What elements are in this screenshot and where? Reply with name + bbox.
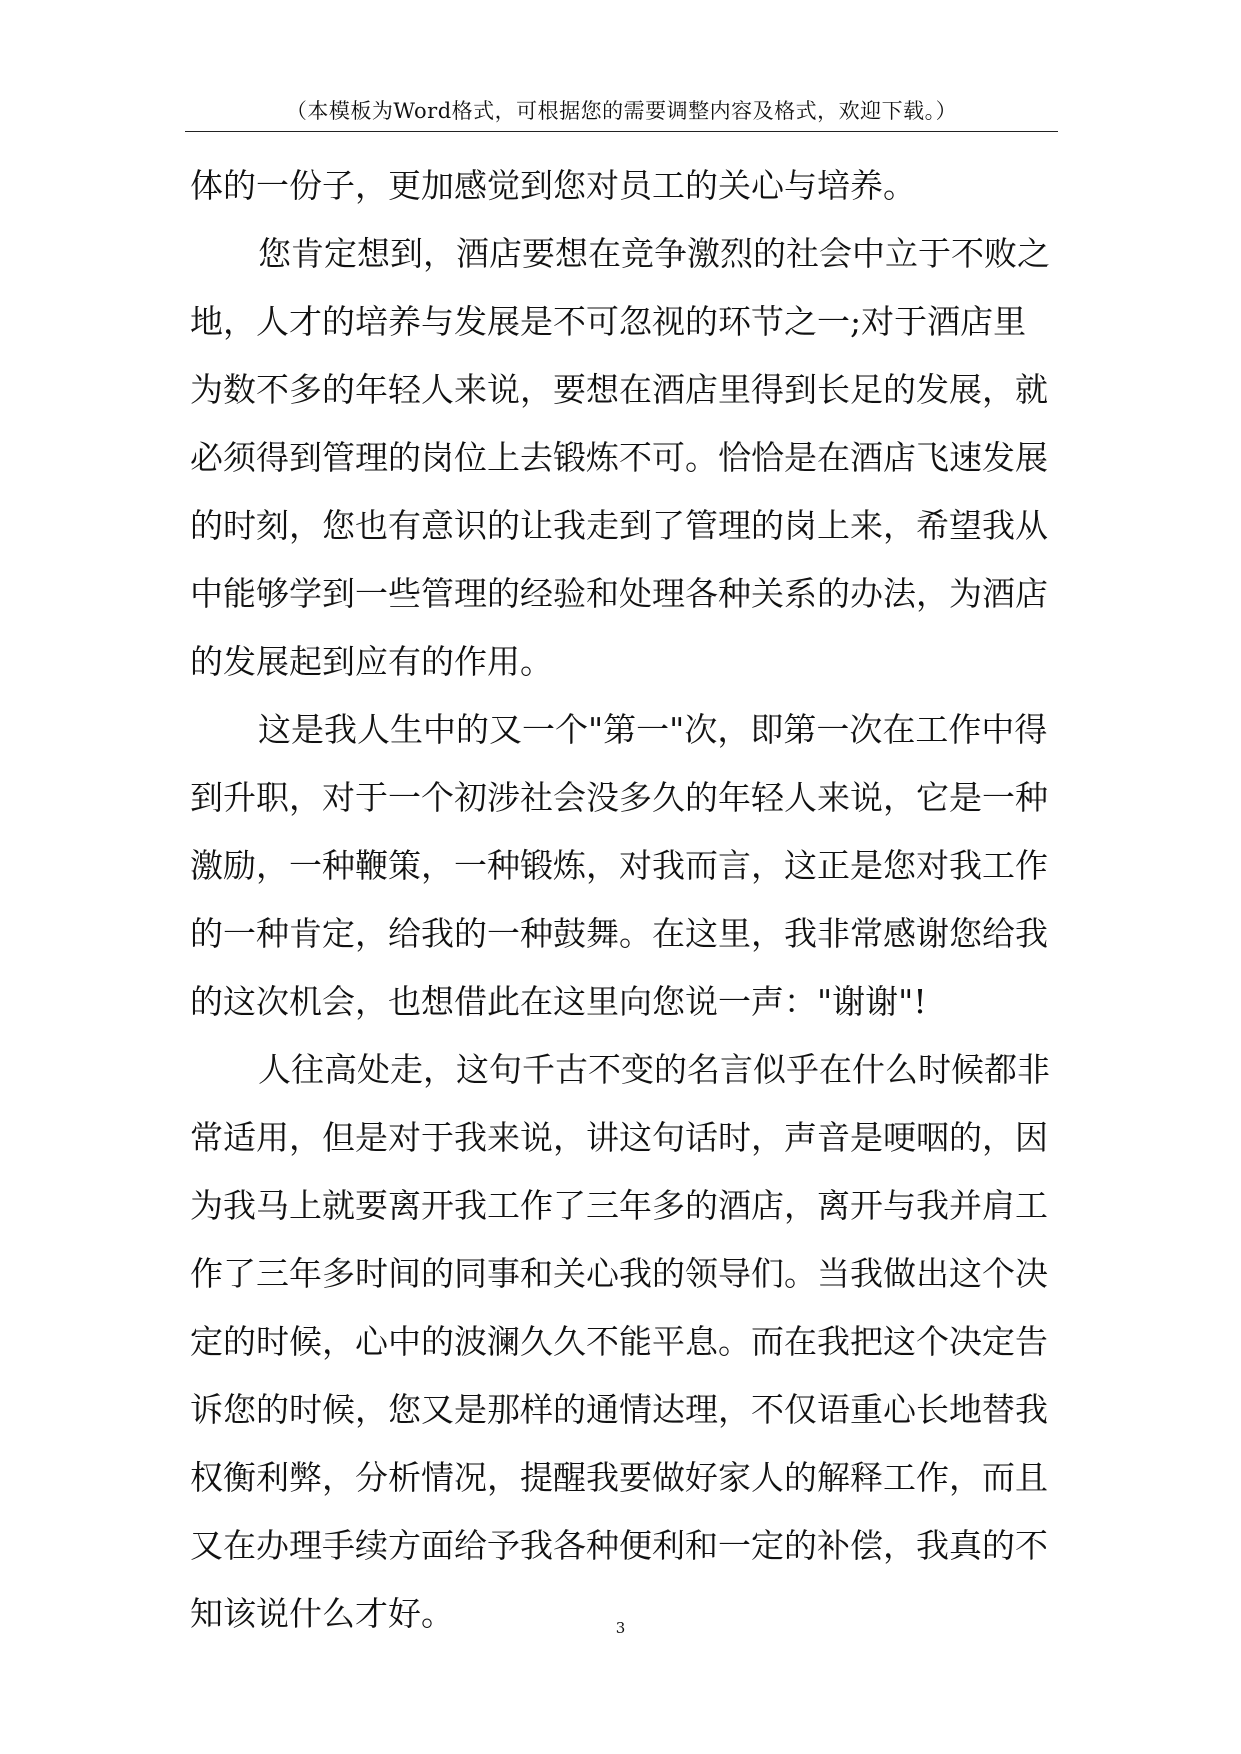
- body-line: 为我马上就要离开我工作了三年多的酒店，离开与我并肩工: [190, 1186, 1048, 1225]
- body-line: 又在办理手续方面给予我各种便利和一定的补偿，我真的不: [190, 1526, 1048, 1565]
- body-line: 的发展起到应有的作用。: [190, 642, 553, 681]
- document-body: [190, 152, 1050, 1648]
- paragraph-start-line: 这是我人生中的又一个"第一"次，即第一次在工作中得: [258, 710, 1048, 749]
- body-line: 体的一份子，更加感觉到您对员工的关心与培养。: [190, 166, 916, 205]
- body-line: 激励，一种鞭策，一种锻炼，对我而言，这正是您对我工作: [190, 846, 1048, 885]
- paragraph-start-line: 人往高处走，这句千古不变的名言似乎在什么时候都非: [258, 1050, 1050, 1089]
- template-notice-header: （本模板为Word格式，可根据您的需要调整内容及格式，欢迎下载。）: [285, 99, 958, 123]
- body-line: 知该说什么才好。: [190, 1594, 454, 1633]
- body-line: 作了三年多时间的同事和关心我的领导们。当我做出这个决: [190, 1254, 1048, 1293]
- body-line: 常适用，但是对于我来说，讲这句话时，声音是哽咽的，因: [190, 1118, 1048, 1157]
- body-line: 的这次机会，也想借此在这里向您说一声："谢谢"!: [190, 982, 927, 1021]
- body-line: 的一种肯定，给我的一种鼓舞。在这里，我非常感谢您给我: [190, 914, 1048, 953]
- body-line: 为数不多的年轻人来说，要想在酒店里得到长足的发展，就: [190, 370, 1048, 409]
- body-line: 定的时候，心中的波澜久久不能平息。而在我把这个决定告: [190, 1322, 1048, 1361]
- body-line: 中能够学到一些管理的经验和处理各种关系的办法，为酒店: [190, 574, 1048, 613]
- body-line: 诉您的时候，您又是那样的通情达理，不仅语重心长地替我: [190, 1390, 1048, 1429]
- header-divider: [185, 131, 1058, 132]
- body-line: 必须得到管理的岗位上去锻炼不可。恰恰是在酒店飞速发展: [190, 438, 1048, 477]
- body-line: 权衡利弊，分析情况，提醒我要做好家人的解释工作，而且: [190, 1458, 1048, 1497]
- body-line: 的时刻，您也有意识的让我走到了管理的岗上来，希望我从: [190, 506, 1048, 545]
- paragraph-start-line: 您肯定想到，酒店要想在竞争激烈的社会中立于不败之: [258, 234, 1050, 273]
- body-line: 地，人才的培养与发展是不可忽视的环节之一;对于酒店里: [190, 302, 1027, 341]
- page-number: 3: [615, 1619, 626, 1637]
- body-line: 到升职，对于一个初涉社会没多久的年轻人来说，它是一种: [190, 778, 1048, 817]
